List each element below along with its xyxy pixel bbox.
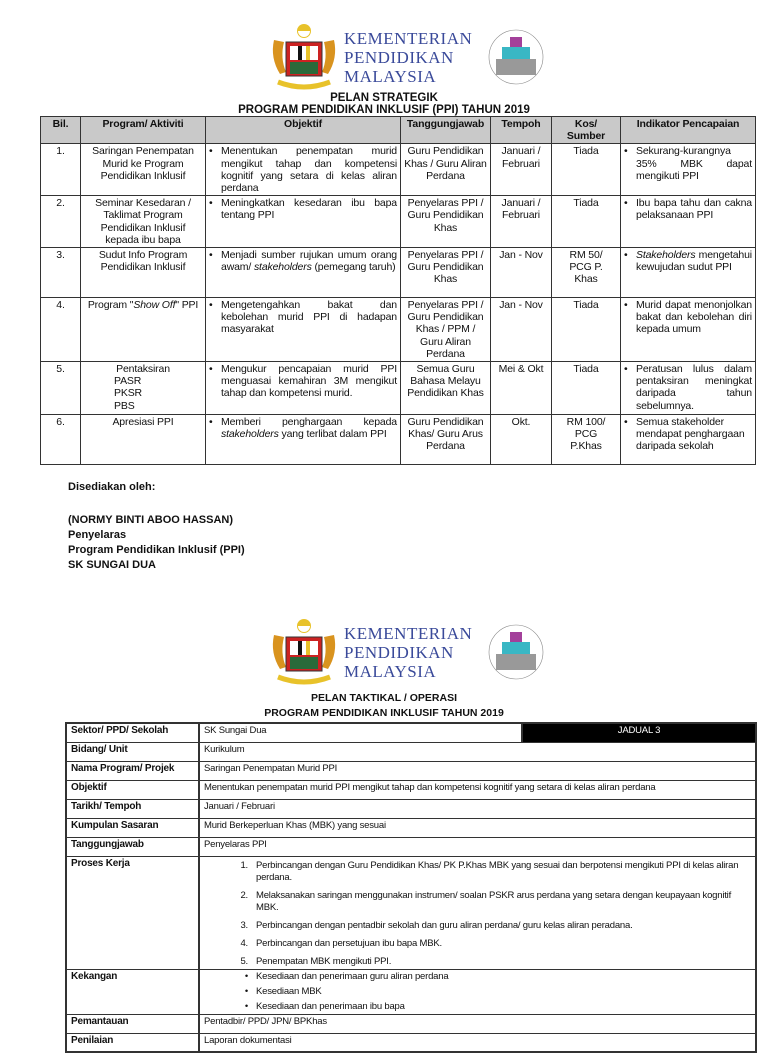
- table-row: 2. Seminar Kesedaran / Taklimat Program Pendidikan Inklusif kepada ibu bapa • Meningkatkan kesedaran ibu bapa tentang PPI Penyelaras PPI / Guru Pendidikan Khas Januari / Februari Tiada • Ibu bapa tahu dan cakna pelaksanaan PPI: [41, 196, 756, 248]
- list-item: PASR: [114, 375, 142, 388]
- row-label: Pemantauan: [66, 1014, 199, 1033]
- table-row: [66, 818, 756, 837]
- header-logos: [268, 617, 546, 687]
- school-emblem-icon: [486, 27, 546, 87]
- list-item: Perbincangan dengan pentadbir sekolah dan guru aliran perdana/ guru kelas aliran peradana.: [256, 919, 633, 931]
- cell-bil: 2.: [41, 196, 81, 248]
- table-row: [66, 1033, 756, 1052]
- cell-tanggungjawab: Penyelaras PPI / Guru Pendidikan Khas / PPM / Guru Aliran Perdana: [401, 298, 491, 362]
- row-label: Sektor/ PPD/ Sekolah: [66, 723, 199, 742]
- school-emblem-icon: [486, 622, 546, 682]
- row-label: Bidang/ Unit: [66, 742, 199, 761]
- signatory-program: Program Pendidikan Inklusif (PPI): [68, 544, 245, 557]
- column-header: Bil.: [41, 117, 81, 144]
- table-row: [66, 742, 756, 761]
- list-item: Melaksanakan saringan menggunakan instrumen/ soalan PSKR arus perdana yang setara dengan keupayaan kognitif MBK.: [256, 889, 732, 913]
- cell-program: Saringan Penempatan Murid ke Program Pendidikan Inklusif: [81, 144, 206, 196]
- row-value: SK Sungai Dua: [199, 723, 522, 742]
- table-row: 3. Sudut Info Program Pendidikan Inklusif • Menjadi sumber rujukan umum orang awam/ stakeholders (pemegang taruh) Penyelaras PPI / Guru Pendidikan Khas Jan - Nov RM 50/ PCG P. Khas • Stakeholders mengetahui kewujudan sudut PPI: [41, 248, 756, 298]
- cell-tanggungjawab: Guru Pendidikan Khas/ Guru Arus Perdana: [401, 415, 491, 465]
- cell-kos: Tiada: [552, 196, 621, 248]
- cell-tanggungjawab: Penyelaras PPI / Guru Pendidikan Khas: [401, 248, 491, 298]
- ministry-line: KEMENTERIAN: [344, 623, 473, 643]
- cell-program: Sudut Info Program Pendidikan Inklusif: [81, 248, 206, 298]
- document-subtitle: PROGRAM PENDIDIKAN INKLUSIF (PPI) TAHUN 2019: [238, 104, 530, 116]
- list-item: PBS: [114, 399, 135, 412]
- crest-icon: [268, 22, 340, 92]
- signatory-role: Penyelaras: [68, 529, 127, 542]
- cell-program: Pentaksiran PASR PKSR PBS: [81, 362, 206, 415]
- cell-bil: 1.: [41, 144, 81, 196]
- cell-objektif: Menjadi sumber rujukan umum orang awam/ stakeholders (pemegang taruh): [221, 249, 397, 274]
- row-label: Kumpulan Sasaran: [66, 818, 199, 837]
- row-label: Proses Kerja: [66, 856, 199, 969]
- column-header: Program/ Aktiviti: [81, 117, 206, 144]
- ministry-name: [344, 29, 472, 86]
- row-value: Kurikulum: [199, 742, 756, 761]
- row-label: Kekangan: [66, 969, 199, 1014]
- cell-tempoh: Jan - Nov: [491, 248, 552, 298]
- table-row: [66, 799, 756, 818]
- table-row: 6. Apresiasi PPI • Memberi penghargaan kepada stakeholders yang terlibat dalam PPI Guru Pendidikan Khas/ Guru Arus Perdana Okt. RM 100/ PCG P.Khas • Semua stakeholder mendapat penghargaan daripada sekolah: [41, 415, 756, 465]
- cell-tempoh: Januari / Februari: [491, 144, 552, 196]
- row-value: Saringan Penempatan Murid PPI: [199, 761, 756, 780]
- column-header: Tempoh: [491, 117, 552, 144]
- signature-block: [68, 513, 755, 573]
- tactical-title: PELAN TAKTIKAL / OPERASI: [310, 692, 458, 704]
- row-value: Laporan dokumentasi: [199, 1033, 756, 1052]
- document-title: PELAN STRATEGIK: [330, 92, 438, 104]
- tactical-plan-table: [65, 722, 757, 1053]
- cell-indikator: Sekurang-kurangnya 35% MBK dapat mengikuti PPI: [636, 145, 752, 182]
- cell-kos: Tiada: [552, 362, 621, 415]
- cell-program: Seminar Kesedaran / Taklimat Program Pendidikan Inklusif kepada ibu bapa: [81, 196, 206, 248]
- strategic-plan-table: [40, 116, 756, 465]
- kekangan-list: • Kesediaan dan penerimaan guru aliran perdana • Kesediaan MBK • Kesediaan dan penerimaan ibu bapa: [199, 969, 756, 1014]
- table-row: 5. Pentaksiran PASR PKSR PBS • Mengukur pencapaian murid PPI menguasai kemahiran 3M mengikut tahap dan kompetensi murid. Semua Guru Bahasa Melayu Pendidikan Khas Mei & Okt Tiada • Peratusan lulus dalam pentaksiran meningkat daripada tahun sebelumnya.: [41, 362, 756, 415]
- ministry-line: MALAYSIA: [344, 661, 437, 681]
- cell-tanggungjawab: Semua Guru Bahasa Melayu Pendidikan Khas: [401, 362, 491, 415]
- crest-icon: [268, 617, 340, 687]
- cell-kos: Tiada: [552, 144, 621, 196]
- table-row: [66, 969, 756, 1014]
- row-value: Januari / Februari: [199, 799, 756, 818]
- cell-indikator: Ibu bapa tahu dan cakna pelaksanaan PPI: [636, 197, 752, 222]
- list-item: PKSR: [114, 387, 142, 400]
- ministry-line: KEMENTERIAN: [344, 28, 473, 48]
- cell-indikator: Stakeholders mengetahui kewujudan sudut PPI: [636, 249, 752, 274]
- cell-bil: 4.: [41, 298, 81, 362]
- table-row: [66, 856, 756, 969]
- cell-indikator: Murid dapat menonjolkan bakat dan kebolehan diri kepada umum: [636, 299, 752, 336]
- table-header-row: [41, 117, 756, 144]
- cell-bil: 6.: [41, 415, 81, 465]
- ministry-line: PENDIDIKAN: [344, 642, 454, 662]
- cell-objektif: Memberi penghargaan kepada stakeholders yang terlibat dalam PPI: [221, 416, 397, 441]
- row-label: Objektif: [66, 780, 199, 799]
- cell-kos: Tiada: [552, 298, 621, 362]
- column-header: Objektif: [206, 117, 401, 144]
- cell-program: Program "Show Off" PPI: [81, 298, 206, 362]
- list-item: Kesediaan MBK: [256, 985, 322, 997]
- list-item: Penempatan MBK mengikuti PPI.: [256, 955, 392, 967]
- cell-objektif: Mengukur pencapaian murid PPI menguasai kemahiran 3M mengikut tahap dan kompetensi murid.: [221, 363, 397, 400]
- signatory-name: (NORMY BINTI ABOO HASSAN): [68, 514, 233, 527]
- row-value: Menentukan penempatan murid PPI mengikut tahap dan kompetensi kognitif yang setara di kelas aliran perdana: [199, 780, 756, 799]
- cell-bil: 3.: [41, 248, 81, 298]
- cell-kos: RM 100/ PCG P.Khas: [552, 415, 621, 465]
- cell-bil: 5.: [41, 362, 81, 415]
- table-row: 1. Saringan Penempatan Murid ke Program Pendidikan Inklusif • Menentukan penempatan murid mengikut tahap dan kompetensi kognitif yang setara di kelas aliran perdana Guru Pendidikan Khas / Guru Aliran Perdana Januari / Februari Tiada • Sekurang-kurangnya 35% MBK dapat mengikuti PPI: [41, 144, 756, 196]
- cell-objektif: Mengetengahkan bakat dan kebolehan murid PPI di hadapan masyarakat: [221, 299, 397, 336]
- tactical-subtitle: PROGRAM PENDIDIKAN INKLUSIF TAHUN 2019: [264, 707, 504, 719]
- row-value: Penyelaras PPI: [199, 837, 756, 856]
- cell-indikator: Peratusan lulus dalam pentaksiran meningkat daripada tahun sebelumnya.: [636, 363, 752, 412]
- column-header: Indikator Pencapaian: [621, 117, 756, 144]
- list-item: Perbincangan dan persetujuan ibu bapa MBK.: [256, 937, 442, 949]
- signatory-school: SK SUNGAI DUA: [68, 559, 157, 572]
- proses-kerja-list: 1. Perbincangan dengan Guru Pendidikan Khas/ PK P.Khas MBK yang sesuai dan berpotensi mengikuti PPI di kelas aliran perdana. 2. Melaksanakan saringan menggunakan instrumen/ soalan PSKR arus perdana yang setara dengan keupayaan kognitif MBK. 3. Perbincangan dengan pentadbir sekolah dan guru aliran perdana/ guru kelas aliran peradana. 4. Perbincangan dan persetujuan ibu bapa MBK. 5. Penempatan MBK mengikuti PPI.: [199, 856, 756, 969]
- cell-program: Apresiasi PPI: [81, 415, 206, 465]
- row-label: Nama Program/ Projek: [66, 761, 199, 780]
- header-logos: [268, 22, 546, 92]
- list-item: Kesediaan dan penerimaan guru aliran perdana: [256, 970, 449, 982]
- jadual-label: JADUAL 3: [522, 723, 756, 742]
- strategic-section: [40, 116, 755, 573]
- column-header: Tanggungjawab: [401, 117, 491, 144]
- cell-objektif: Menentukan penempatan murid mengikut tahap dan kompetensi kognitif yang setara di kelas aliran perdana: [221, 145, 397, 195]
- cell-tempoh: Jan - Nov: [491, 298, 552, 362]
- cell-indikator: Semua stakeholder mendapat penghargaan daripada sekolah: [636, 416, 745, 453]
- row-value: Pentadbir/ PPD/ JPN/ BPKhas: [199, 1014, 756, 1033]
- column-header: Kos/ Sumber: [552, 117, 621, 144]
- ministry-line: MALAYSIA: [344, 66, 437, 86]
- row-label: Tarikh/ Tempoh: [66, 799, 199, 818]
- cell-tempoh: Okt.: [491, 415, 552, 465]
- row-label: Penilaian: [66, 1033, 199, 1052]
- list-item: Kesediaan dan penerimaan ibu bapa: [256, 1000, 405, 1012]
- ministry-line: PENDIDIKAN: [344, 47, 454, 67]
- ministry-name: [344, 624, 472, 681]
- cell-objektif: Meningkatkan kesedaran ibu bapa tentang PPI: [221, 197, 397, 222]
- table-row: [66, 837, 756, 856]
- cell-tanggungjawab: Penyelaras PPI / Guru Pendidikan Khas: [401, 196, 491, 248]
- cell-tanggungjawab: Guru Pendidikan Khas / Guru Aliran Perdana: [401, 144, 491, 196]
- table-row: [66, 723, 756, 742]
- prepared-by-label: Disediakan oleh:: [68, 481, 156, 494]
- table-row: [66, 780, 756, 799]
- cell-tempoh: Mei & Okt: [491, 362, 552, 415]
- table-row: 4. Program "Show Off" PPI • Mengetengahkan bakat dan kebolehan murid PPI di hadapan masyarakat Penyelaras PPI / Guru Pendidikan Khas / PPM / Guru Aliran Perdana Jan - Nov Tiada • Murid dapat menonjolkan bakat dan kebolehan diri kepada umum: [41, 298, 756, 362]
- row-value: Murid Berkeperluan Khas (MBK) yang sesuai: [199, 818, 756, 837]
- list-item: Perbincangan dengan Guru Pendidikan Khas/ PK P.Khas MBK yang sesuai dan berpotensi mengikuti PPI di kelas aliran perdana.: [256, 859, 739, 883]
- table-row: [66, 761, 756, 780]
- cell-kos: RM 50/ PCG P. Khas: [552, 248, 621, 298]
- cell-tempoh: Januari / Februari: [491, 196, 552, 248]
- row-label: Tanggungjawab: [66, 837, 199, 856]
